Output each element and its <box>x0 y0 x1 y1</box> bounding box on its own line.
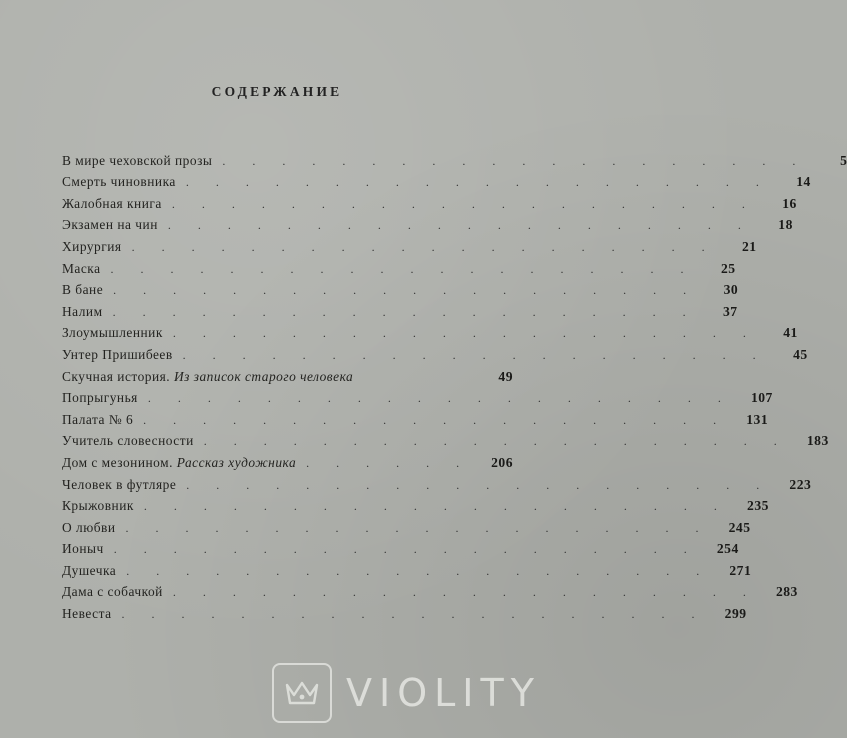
entry-title: Унтер Пришибеев <box>62 346 173 362</box>
page-number: 37 <box>722 303 738 319</box>
page-number: 131 <box>746 411 769 427</box>
page-number: 30 <box>723 282 739 298</box>
toc-entry <box>62 537 739 559</box>
violity-watermark <box>272 663 541 723</box>
page-number: 16 <box>782 195 797 211</box>
entry-title: Экзамен на чин <box>62 217 158 233</box>
dot-leader: . . . . . . . . . . . . . . . . . . . . <box>171 196 757 211</box>
page-number: 183 <box>806 433 829 449</box>
page-number: 283 <box>775 584 798 600</box>
toc-entry <box>62 364 513 386</box>
entry-title: Крыжовник <box>62 498 134 514</box>
page-number: 107 <box>750 390 773 406</box>
entry-title: Ионыч <box>62 541 104 557</box>
entry-title: Душечка <box>62 562 117 578</box>
toc-entry <box>62 278 739 300</box>
dot-leader: . . . . . . . . . . . . . . . . . . . . <box>203 434 789 449</box>
page-number: 45 <box>793 346 808 362</box>
entry-title: Маска <box>62 260 101 276</box>
dot-leader: . . . . . . <box>306 455 472 470</box>
toc-entry <box>62 256 736 278</box>
dot-leader: . . . . . . . . . . . . . . . . . . . . <box>110 261 696 276</box>
entry-title: Хирургия <box>62 238 122 254</box>
toc-entry <box>62 213 793 235</box>
entry-title: В мире чеховской прозы <box>62 152 213 168</box>
page-number: 5 <box>840 152 847 168</box>
dot-leader: . . . . . . . . . . . . . . . . . . . . <box>126 563 712 578</box>
toc-entry <box>62 558 752 580</box>
entry-title: Скучная история. <box>62 368 171 384</box>
toc-entry <box>62 191 797 213</box>
dot-leader: . . . . . . . . . . . . . . . . . . . . <box>112 304 698 319</box>
dot-leader: . . . . . . . . . . . . . . . . . . . . <box>131 239 717 254</box>
page-number: 49 <box>498 368 513 384</box>
toc-entry <box>62 299 738 321</box>
dot-leader: . . . . . . . . . . . . . . . . . . . . <box>167 218 753 233</box>
dot-leader: . . . . . . . . . . . . . . . . . . . . <box>186 477 772 492</box>
toc-entry <box>62 515 751 537</box>
dot-leader: . . . . . . . . . . . . . . . . . . . . <box>172 585 758 600</box>
toc-entry <box>62 429 829 451</box>
page-number: 14 <box>796 174 811 190</box>
entry-title: Учитель словесности <box>62 433 194 449</box>
dot-leader: . . . . . . . . . . . . . . . . . . . . <box>125 520 711 535</box>
entry-title: Злоумышленник <box>62 325 163 341</box>
toc-entry <box>62 580 798 602</box>
toc-entry <box>62 472 812 494</box>
entry-title: Жалобная книга <box>62 195 162 211</box>
dot-leader: . . . . . . . . . . . . . . . . . . . . <box>113 283 699 298</box>
entry-title: В бане <box>62 282 104 298</box>
toc-entry <box>62 234 757 256</box>
dot-leader: . . . . . . . . . . . . . . . . . . . . <box>147 391 733 406</box>
contents-heading: СОДЕРЖАНИЕ <box>211 84 343 99</box>
page-number: 18 <box>778 217 793 233</box>
entry-subtitle: Из записок старого человека <box>174 368 354 384</box>
page-number: 206 <box>491 454 513 470</box>
page-number: 299 <box>724 606 747 622</box>
dot-leader: . . . . . . . . . . . . . . . . . . . . <box>185 175 771 190</box>
entry-title: Дама с собачкой <box>62 584 163 600</box>
page-number: 223 <box>789 476 812 492</box>
watermark-text: VIOLITY <box>346 671 541 715</box>
toc-entry <box>62 601 747 623</box>
page-number: 271 <box>729 562 752 578</box>
dot-leader: . . . . . . . . . . . . . . . . . . . . <box>143 499 729 514</box>
page-number: 245 <box>728 519 751 535</box>
toc-entry <box>62 386 773 408</box>
entry-title: Невеста <box>62 606 112 622</box>
toc-entry <box>62 407 769 429</box>
toc-entry <box>62 342 808 364</box>
toc-entry <box>62 148 847 170</box>
dot-leader: . . . . . . . . . . . . . . . . . . . . <box>172 326 758 341</box>
crown-icon <box>272 663 332 723</box>
page-number: 254 <box>716 541 739 557</box>
dot-leader: . . . . . . . . . . . . . . . . . . . . <box>121 607 707 622</box>
page-number: 25 <box>720 260 736 276</box>
entry-title: Человек в футляре <box>62 476 177 492</box>
toc-entry <box>62 494 769 516</box>
entry-title: Смерть чиновника <box>62 174 176 190</box>
entry-subtitle: Рассказ художника <box>176 454 297 470</box>
entry-title: О любви <box>62 519 116 535</box>
table-of-contents <box>62 148 847 623</box>
page-number: 41 <box>783 325 798 341</box>
dot-leader: . . . . . . . . . . . . . . . . . . . . <box>182 347 768 362</box>
dot-leader: . . . . . . . . . . . . . . . . . . . . <box>143 412 729 427</box>
page-number: 235 <box>747 498 769 514</box>
entry-title: Попрыгунья <box>62 390 138 406</box>
toc-entry <box>62 450 513 472</box>
entry-title: Дом с мезонином. <box>62 454 173 470</box>
dot-leader: . . . . . . . . . . . . . . . . . . . . <box>222 153 808 168</box>
entry-title: Палата № 6 <box>62 411 134 427</box>
page-number: 21 <box>741 238 757 254</box>
toc-entry <box>62 170 811 192</box>
entry-title: Налим <box>62 303 103 319</box>
toc-entry <box>62 321 798 343</box>
dot-leader: . . . . . . . . . . . . . . . . . . . . <box>113 542 699 557</box>
